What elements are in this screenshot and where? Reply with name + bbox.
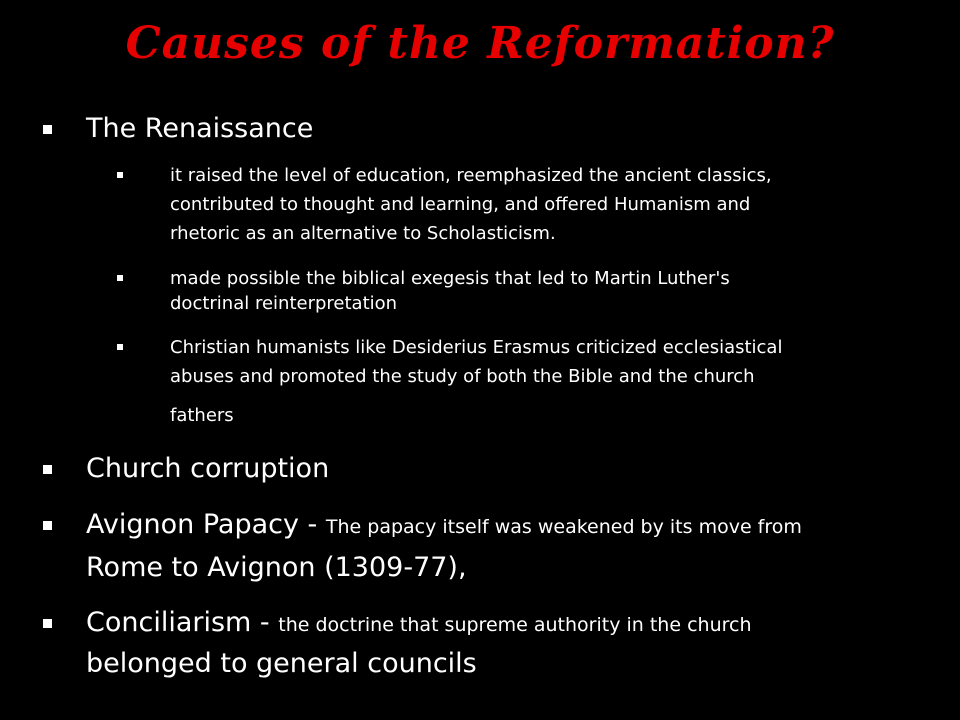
sub-bullet-line: it raised the level of education, reemphasized the ancient classics, — [170, 165, 772, 186]
bullet-square-icon — [117, 344, 123, 350]
slide-title: Causes of the Reformation? — [125, 18, 835, 69]
bullet-detail-continued: Rome to Avignon (1309-77), — [86, 552, 467, 583]
sub-bullet-line: made possible the biblical exegesis that led to Martin Luther's — [170, 268, 730, 289]
bullet-heading: The Renaissance — [86, 113, 314, 144]
bullet-line — [86, 508, 802, 544]
bullet-line — [86, 606, 752, 642]
sub-bullet-line: doctrinal reinterpretation — [170, 293, 398, 314]
bullet-square-icon — [117, 172, 123, 178]
bullet-detail: The papacy itself was weakened by its move from — [325, 516, 802, 538]
bullet-square-icon — [43, 125, 52, 134]
bullet-square-icon — [43, 465, 52, 474]
sub-bullet-line: Christian humanists like Desiderius Erasmus criticized ecclesiastical — [170, 337, 783, 358]
bullet-square-icon — [117, 275, 123, 281]
bullet-square-icon — [43, 521, 52, 530]
bullet-detail-continued: belonged to general councils — [86, 648, 477, 679]
sub-bullet-line: contributed to thought and learning, and offered Humanism and — [170, 194, 751, 215]
bullet-heading: Church corruption — [86, 453, 330, 484]
bullet-square-icon — [43, 619, 52, 628]
bullet-detail: the doctrine that supreme authority in the church — [278, 614, 752, 636]
sub-bullet-line: fathers — [170, 405, 234, 426]
bullet-heading: Avignon Papacy - — [86, 509, 326, 540]
sub-bullet-line: abuses and promoted the study of both the Bible and the church — [170, 366, 755, 387]
sub-bullet-line: rhetoric as an alternative to Scholasticism. — [170, 223, 556, 244]
bullet-heading: Conciliarism - — [86, 607, 279, 638]
